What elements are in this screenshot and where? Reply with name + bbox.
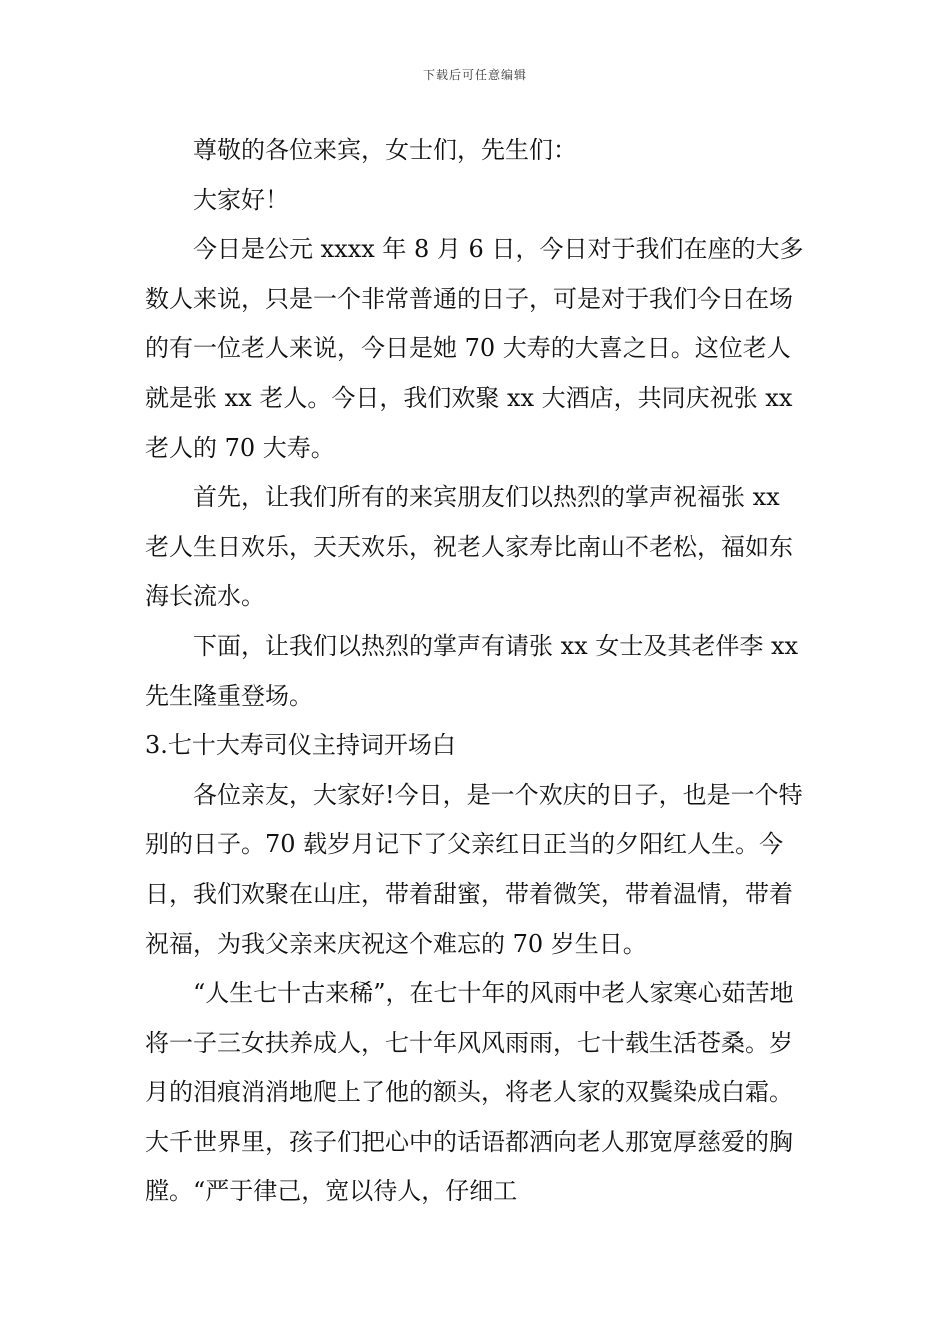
salutation: 尊敬的各位来宾，女士们，先生们：: [193, 136, 577, 164]
paragraph: 首先，让我们所有的来宾朋友们以热烈的掌声祝福张 xx 老人生日欢乐，天天欢乐，祝老人家寿比南山不老松，福如东海长流水。: [145, 483, 793, 611]
paragraph: “人生七十古来稀”，在七十年的风雨中老人家寒心茹苦地将一子三女扶养成人，七十年风风雨雨，七十载生活苍桑。岁月的泪痕消消地爬上了他的额头，将老人家的双鬓染成白霜。大千世界里，孩子们把心中的话语都洒向老人那宽厚慈爱的胸膛。“严于律己，宽以待人，仔细工: [145, 979, 794, 1206]
paragraph: 今日是公元 xxxx 年 8 月 6 日，今日对于我们在座的大多数人来说，只是一个非常普通的日子，可是对于我们今日在场的有一位老人来说，今日是她 70 大寿的大喜之日。这位老人就是张 xx 老人。今日，我们欢聚 xx 大酒店，共同庆祝张 xx 老人的 70 大寿。: [145, 235, 804, 462]
greeting: 大家好！: [193, 185, 289, 214]
document-body: [145, 126, 810, 1217]
section-heading: 3.七十大寿司仪主持词开场白: [145, 731, 456, 760]
paragraph: 下面，让我们以热烈的掌声有请张 xx 女士及其老伴李 xx 先生隆重登场。: [145, 631, 799, 710]
paragraph: 各位亲友，大家好!今日，是一个欢庆的日子，也是一个特别的日子。70 载岁月记下了父亲红日正当的夕阳红人生。今日，我们欢聚在山庄，带着甜蜜，带着微笑，带着温情，带着祝福，为我父亲来庆祝这个难忘的 70 岁生日。: [145, 780, 803, 958]
page-header: 下载后可任意编辑: [422, 68, 527, 82]
